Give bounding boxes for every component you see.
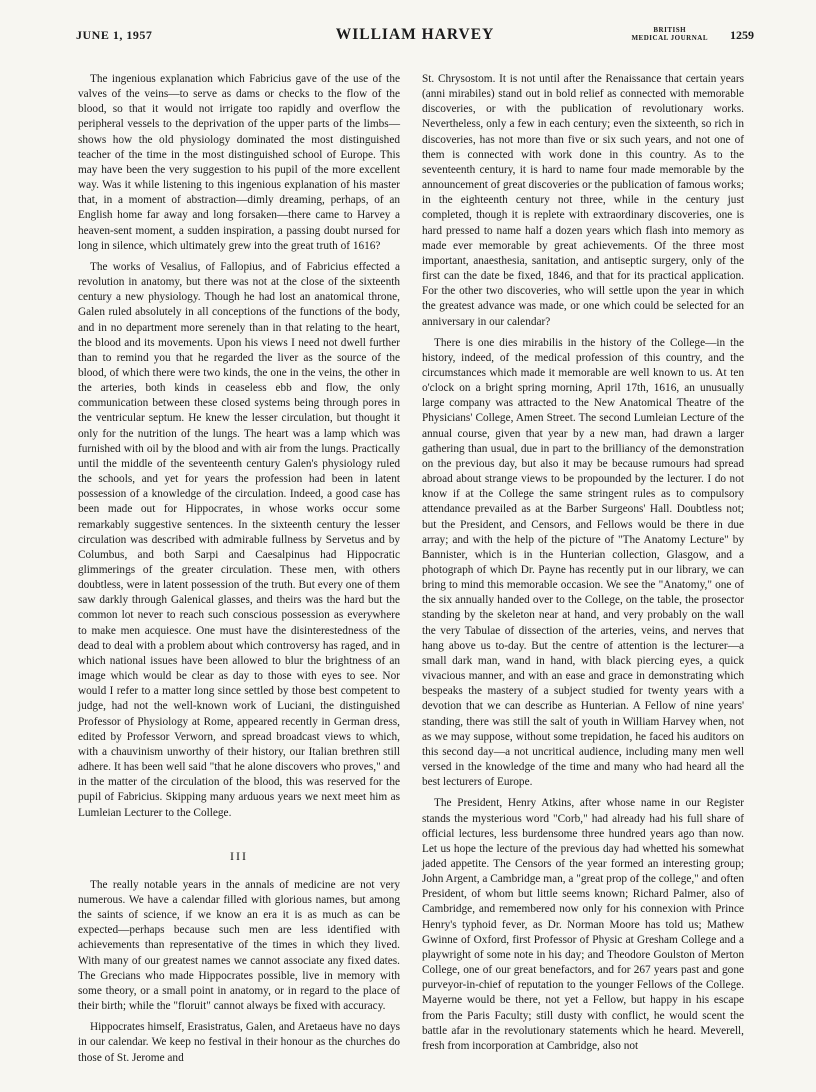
paragraph: The works of Vesalius, of Fallopius, and of Fabricius effected a revolution in anatomy, but there was not at the close of the sixteenth century a new physiology. Though he had lost an anatomical throne, Galen ruled absolutely in all conceptions of the functions of the body, and in no department more serenely than in that relating to the heart, the blood and its movements. Upon his views I need not dwell further than to remind you that he regarded the liver as the source of the blood, of which there were two kinds, the one in the veins, the other in the arteries, both kinds in ceaseless ebb and flow, the only communication between these closed systems being through pores in the ventricular septum. He knew the lesser circulation, but thought it only for the nutrition of the lungs. The heart was a lamp which was furnished with oil by the blood and with air from the lungs. Practically until the middle of the seventeenth century Galen's physiology ruled the schools, and yet for years the profession had been in latent possession of a knowledge of the circulation. Indeed, a good case has been made out for Hippocrates, in whose works occur some remarkably suggestive sentences. In the sixteenth century the lesser circulation was described with admirable fullness by Servetus and by Columbus, and both Sarpi and Caesalpinus had Hippocratic glimmerings of the greater circulation. These men, with others doubtless, were in latent possession of the truth. But every one of them saw darkly through Galenical glasses, and theirs was the hard but the common lot never to reach such conscious possession as everywhere to make men acquiesce. One must have the disinterestedness of the dead to deal with a problem about which controversy has raged, and in which national issues have been allowed to blur the brightness of an image which would be clear as day to those with eyes to see. Nor would I refer to a matter long since settled by those best competent to judge, had not the well-known work of Luciani, the distinguished Professor of Physiology at Rome, appeared recently in German dress, edited by Professor Verworn, and spread broadcast views to which, with a chauvinism unworthy of their history, our Italian brethren still adhere. It has been well said "that he alone discovers who proves," and in the matter of the circulation of the blood, this was reserved for the pupil of Fabricius. Skipping many arduous years we next meet him as Lumleian Lecturer to the College. bbox=[78, 260, 400, 819]
paragraph: The President, Henry Atkins, after whose name in our Register stands the mysterious word "Corb," had already had his full share of official lectures, less burdensome three hundred years ago than now. Let us hope the lecture of the previous day had whetted his somewhat jaded appetite. The Censors of the year formed an interesting group; John Argent, a Cambridge man, a "great prop of the college," and often President, of whom but little seems known; Richard Palmer, also of Cambridge, and remembered now only for his connexion with Prince Henry's typhoid fever, as Dr. Norman Moore has told us; Mathew Gwinne of Oxford, first Professor of Physic at Gresham College and a playwright of some note in his day; and Theodore Goulston of Merton College, one of our great benefactors, and for 267 years past and gone purveyor-in-chief of reputation to the younger Fellows of the College. Mayerne would be there, not yet a Fellow, but happy in his escape from the Paris Faculty; still dusty with conflict, he would scent the battle afar in the revolutionary statements which he heard. Meverell, fresh from incorporation at Cambridge, also not bbox=[422, 797, 744, 1052]
section-heading: III bbox=[230, 848, 248, 863]
journal-name bbox=[631, 26, 708, 42]
paragraph: The really notable years in the annals of medicine are not very numerous. We have a calendar filled with glorious names, but among the saints of science, if we know an era it is as much as can be expected—perhaps because such men are less identified with achievements than representative of the times in which they lived. With many of our greatest names we cannot associate any fixed dates. The Grecians who made Hippocrates possible, live in memory with some theory, or a small point in anatomy, or in regard to the place of their birth; while the "floruit" cannot always be fixed with accuracy. bbox=[78, 878, 400, 1013]
paragraph: The ingenious explanation which Fabricius gave of the use of the valves of the veins—to serve as dams or checks to the flow of the blood, so that it would not irrigate too rapidly and overflow the peripheral vessels to the deprivation of the upper parts of the limbs—shows how the old physiology dominated the most distinguished teacher of the time in the most distinguished school of Europe. This may have been the very suggestion to his pupil of the more excellent way. Was it while listening to this ingenious explanation of his master that, in a moment of abstraction—dimly dreaming, perhaps, of an English home far away and long forsaken—there came to Harvey a heaven-sent moment, a sudden inspiration, a passing doubt nursed for long in silence, which ultimately grew into the great truth of 1616? bbox=[78, 73, 400, 252]
issue-date: JUNE 1, 1957 bbox=[76, 28, 153, 42]
page-number: 1259 bbox=[730, 28, 754, 42]
paragraph: There is one dies mirabilis in the history of the College—in the history, indeed, of the medical profession of this country, and the circumstances which made it memorable are well known to us. At ten o'clock on a bright spring morning, April 17th, 1616, an unusually large company was attracted to the New Anatomical Theatre of the Physicians' College, Amen Street. The second Lumleian Lecture of the annual course, given that year by a new man, had drawn a larger gathering than usual, due in part to the brilliancy of the demonstration on the previous day, but also it may be because rumours had spread abroad about strange views to be propounded by the lecturer. I do not know if at the College the same stringent rules as to compulsory attendance prevailed as at the Barber Surgeons' Hall. Doubtless not; but the President, and Censors, and Fellows would be there in due array; and with the help of the picture of "The Anatomy Lecture" by Bannister, which is in the Hunterian collection, Glasgow, and a photograph of which Dr. Payne has recently put in our library, we can bring to mind this memorable occasion. We see the "Anatomy," one of the six annually handed over to the College, on the table, the prosector standing by the skeleton near at hand, and very probably on the wall the very Tabulae of dissection of the arteries, veins, and nerves that hang above us to-day. But the centre of attention is the lecturer—a small dark man, wand in hand, with black piercing eyes, a quick vivacious manner, and with an ease and grace in demonstrating which bespeaks the mastery of a subject studied for twenty years with a devotion that we can describe as Hunterian. A Fellow of nine years' standing, there was still the salt of youth in William Harvey when, not as we may suppose, without some trepidation, he faced his auditors on this second day—a not uncritical audience, including many men well versed in the knowledge of the time and many who had heard all the best lecturers of Europe. bbox=[422, 336, 744, 789]
left-column bbox=[78, 72, 400, 1066]
right-column bbox=[422, 72, 744, 1054]
paragraph: St. Chrysostom. It is not until after the Renaissance that certain years (anni mirabiles) stand out in bold relief as connected with memorable discoveries, or with the publication of revolutionary works. Nevertheless, only a few in each century; even the sixteenth, so rich in discoveries, has not more than five or six such years, and not one of them is connected with work done in this country. As to the seventeenth century, it is hard to name four made memorable by the announcement of great discoveries or the publication of famous works; in the eighteenth century not three, while in the century just completed, though it is replete with extraordinary discoveries, one is hard pressed to name half a dozen years which flash into memory as made ever memorable by great achievements. Of the three most important, anaesthesia, sanitation, and antiseptic surgery, only of the first can the date be fixed, 1846, and that for its practical application. For the other two discoveries, who will settle upon the year in which the greatest advance was made, or one which could be selected for an anniversary in our calendar? bbox=[422, 73, 744, 328]
journal-name-line2: MEDICAL JOURNAL bbox=[631, 34, 708, 42]
paragraph: Hippocrates himself, Erasistratus, Galen, and Aretaeus have no days in our calendar. We keep no festival in their honour as the churches do those of St. Jerome and bbox=[78, 1021, 400, 1064]
journal-name-line1: BRITISH bbox=[653, 26, 687, 34]
running-title: WILLIAM HARVEY bbox=[335, 26, 495, 43]
page-header bbox=[76, 26, 754, 58]
